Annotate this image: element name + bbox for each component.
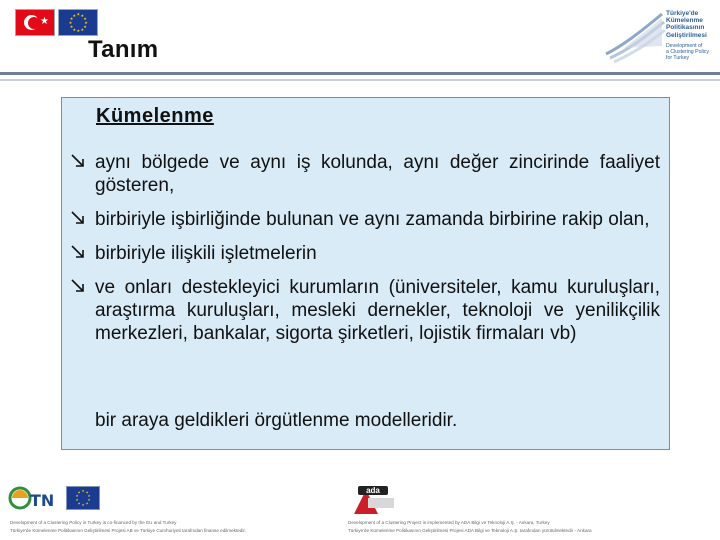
closing-text: bir araya geldikleri örgütlenme modelleridir. bbox=[95, 410, 458, 431]
eu-flag-small-icon bbox=[66, 486, 100, 510]
arrow-bullet-icon bbox=[69, 209, 87, 229]
header-divider-light bbox=[0, 79, 720, 81]
arrow-bullet-icon bbox=[69, 243, 87, 263]
bullet-list bbox=[62, 151, 671, 356]
arrow-bullet-icon bbox=[69, 152, 87, 172]
content-heading: Kümelenme bbox=[96, 105, 214, 127]
tn-logo-text: TN bbox=[30, 491, 55, 510]
tn-logo bbox=[8, 482, 58, 514]
svg-text:★: ★ bbox=[85, 490, 89, 495]
header-divider bbox=[0, 72, 720, 75]
svg-text:★: ★ bbox=[81, 503, 85, 507]
svg-text:★: ★ bbox=[85, 501, 89, 506]
svg-text:★: ★ bbox=[72, 12, 77, 18]
svg-text:★: ★ bbox=[77, 490, 81, 495]
svg-text:★: ★ bbox=[69, 23, 74, 29]
list-item: aynı bölgede ve aynı iş kolunda, aynı değer zincirinde faaliyet gösteren, bbox=[62, 151, 671, 197]
svg-text:★: ★ bbox=[75, 494, 79, 498]
footer-left-line-1: Development of a Clustering Policy in Turkey is co-financed by the EU and Turkey bbox=[10, 520, 177, 525]
arrow-bullet-icon bbox=[69, 277, 87, 297]
svg-text:★: ★ bbox=[84, 19, 88, 25]
svg-text:★: ★ bbox=[76, 28, 81, 34]
footer-right-line-1: Development of a Clustering Project is implemented by ADA Bilgi ve Teknoloji A.Ş. - Ankara, Turkey bbox=[348, 520, 550, 525]
svg-text:★: ★ bbox=[69, 15, 74, 21]
svg-text:★: ★ bbox=[83, 23, 87, 29]
logo-text: Türkiye'de Kümelenme Politikasının Geliştirilmesi bbox=[666, 10, 707, 39]
svg-text:★: ★ bbox=[68, 19, 73, 25]
turkish-flag-icon: ★ bbox=[15, 9, 55, 36]
clustering-logo-icon bbox=[604, 6, 666, 64]
clustering-policy-logo bbox=[604, 6, 714, 64]
svg-text:★: ★ bbox=[72, 26, 77, 32]
list-item: birbiriyle işbirliğinde bulunan ve aynı zamanda birbirine rakip olan, bbox=[62, 208, 671, 231]
svg-text:★: ★ bbox=[87, 498, 91, 502]
eu-flag-icon bbox=[58, 9, 98, 36]
footer-right-line-2: Türkiye'de Kümelenme Politikasının Geliştirilmesi Projesi ADA Bilgi ve Teknoloji A.Ş. tarafından yürütülmektedir - Ankara bbox=[348, 528, 592, 533]
tn-logo-icon bbox=[8, 482, 58, 514]
svg-text:★: ★ bbox=[83, 15, 87, 21]
list-item: birbiriyle ilişkili işletmelerin bbox=[62, 242, 671, 265]
svg-text:★: ★ bbox=[76, 11, 81, 17]
logo-subtext: Development of a Clustering Policy for Turkey bbox=[666, 43, 709, 61]
footer-left-line-2: Türkiye'de Kümelenme Politikasının Geliştirilmesi Projesi AB ve Türkiye Cumhuriyeti tarafından finanse edilmektedir. bbox=[10, 528, 246, 533]
slide-title: Tanım bbox=[88, 36, 159, 63]
svg-text:★: ★ bbox=[80, 12, 85, 18]
ada-logo-text: ada bbox=[358, 486, 388, 495]
slide-header bbox=[0, 0, 720, 90]
content-box bbox=[61, 97, 670, 450]
svg-text:★: ★ bbox=[87, 494, 91, 498]
svg-text:★: ★ bbox=[81, 489, 85, 493]
list-item: ve onları destekleyici kurumların (üniversiteler, kamu kuruluşları, araştırma kuruluşları, mesleki dernekler, teknoloji ve yenilikçilik merkezleri, bankalar, sigorta şirketleri, lojistik firmaları vb) bbox=[62, 276, 671, 345]
svg-text:★: ★ bbox=[77, 501, 81, 506]
svg-text:★: ★ bbox=[80, 26, 85, 32]
svg-text:★: ★ bbox=[75, 498, 79, 502]
slide-footer bbox=[0, 470, 720, 540]
